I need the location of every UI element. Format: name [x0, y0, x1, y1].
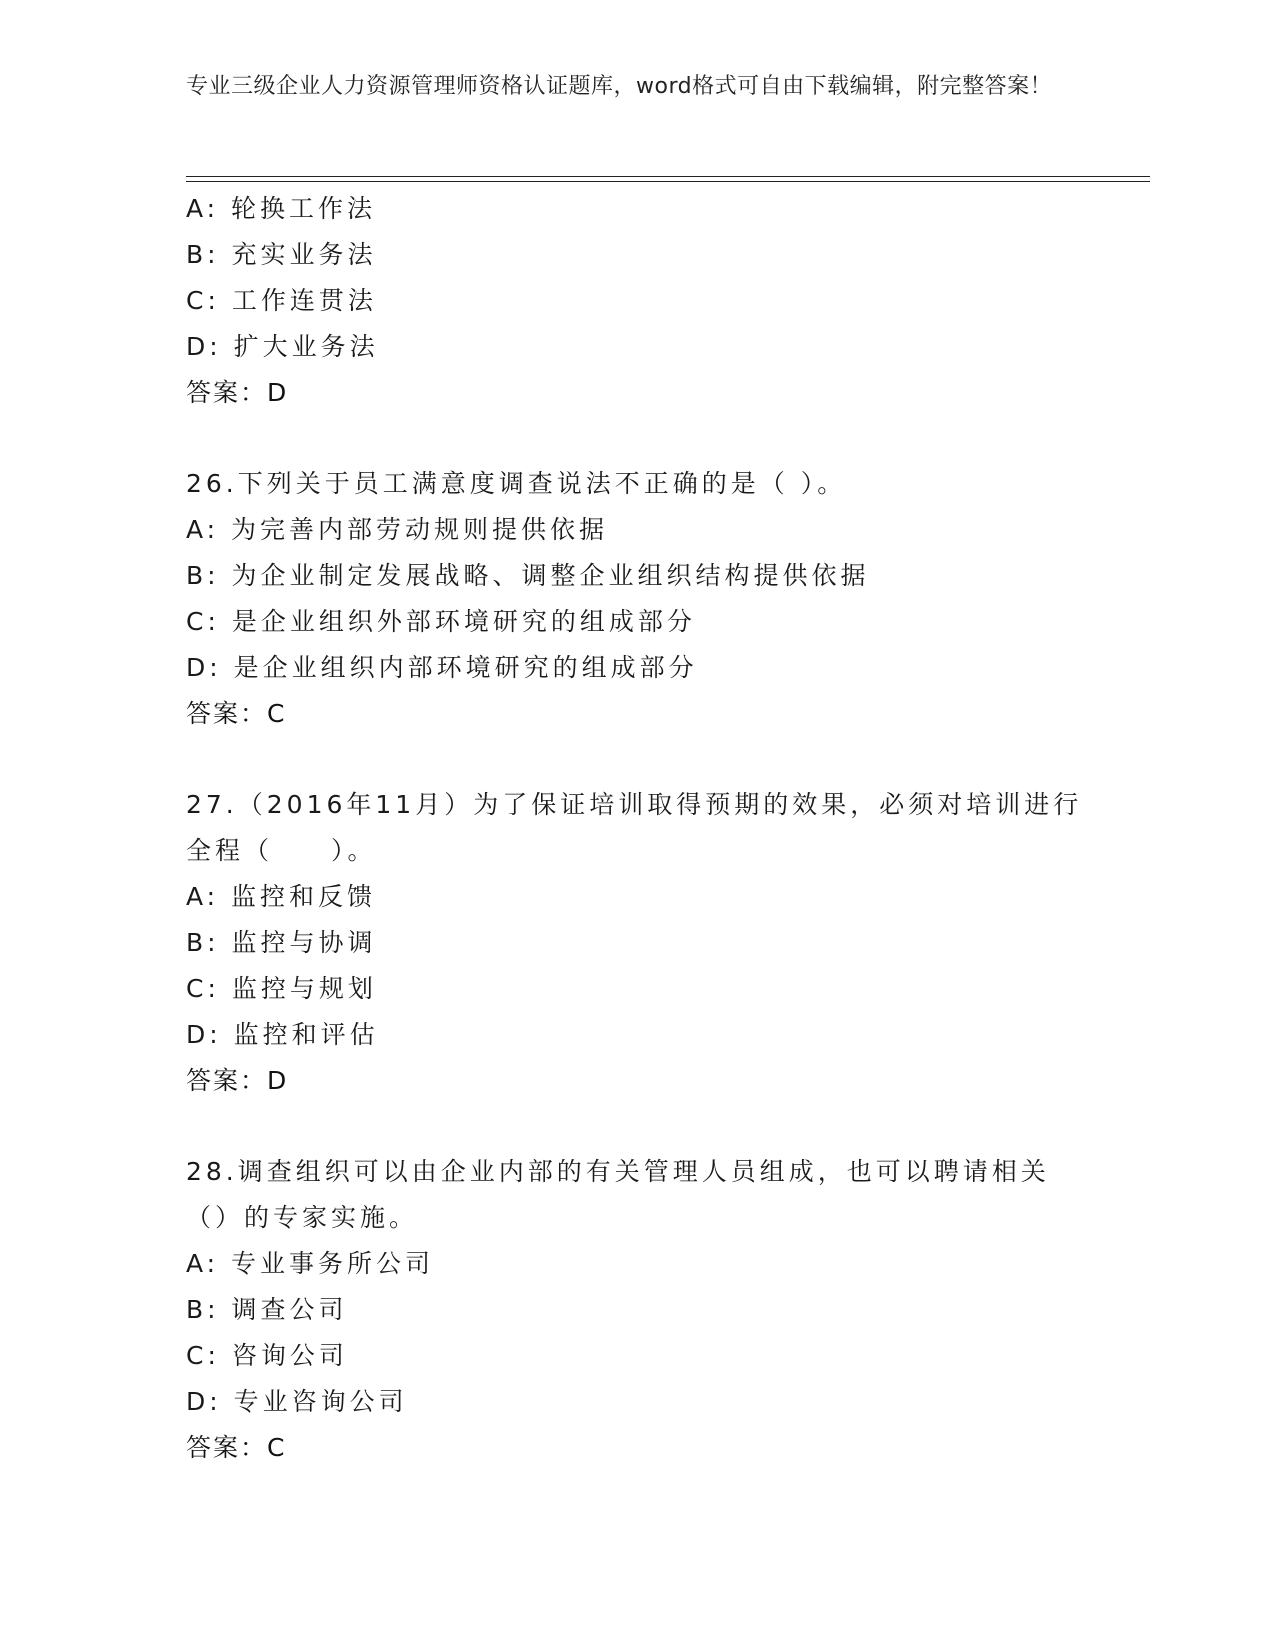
question-text: 26.下列关于员工满意度调查说法不正确的是（ ）。 [186, 469, 847, 498]
document-header: 专业三级企业人力资源管理师资格认证题库，word格式可自由下载编辑，附完整答案！ [186, 74, 1053, 99]
header-divider-top [186, 176, 1150, 177]
option-b: B: 充实业务法 [186, 240, 377, 269]
question-block-carryover [186, 186, 1086, 416]
option-d: D: 是企业组织内部环境研究的组成部分 [186, 653, 698, 682]
option-c: C: 工作连贯法 [186, 286, 377, 315]
answer-line: 答案：C [186, 699, 287, 728]
question-list [186, 186, 1086, 1471]
option-c: C: 咨询公司 [186, 1341, 348, 1370]
option-d: D: 监控和评估 [186, 1020, 379, 1049]
option-b: B: 调查公司 [186, 1295, 348, 1324]
spacer [186, 1104, 1086, 1149]
option-d: D: 专业咨询公司 [186, 1387, 408, 1416]
option-b: B: 监控与协调 [186, 928, 377, 957]
question-block-26 [186, 461, 1086, 737]
option-c: C: 监控与规划 [186, 974, 377, 1003]
question-block-28 [186, 1149, 1086, 1471]
question-block-27 [186, 782, 1086, 1104]
option-a: A: 为完善内部劳动规则提供依据 [186, 515, 609, 544]
option-c: C: 是企业组织外部环境研究的组成部分 [186, 607, 696, 636]
option-a: A: 轮换工作法 [186, 194, 377, 223]
question-text: 28.调查组织可以由企业内部的有关管理人员组成，也可以聘请相关（）的专家实施。 [186, 1157, 1050, 1232]
answer-line: 答案：D [186, 1066, 289, 1095]
answer-line: 答案：C [186, 1433, 287, 1462]
header-divider-bottom [186, 181, 1150, 182]
option-b: B: 为企业制定发展战略、调整企业组织结构提供依据 [186, 561, 870, 590]
option-d: D: 扩大业务法 [186, 332, 379, 361]
option-a: A: 监控和反馈 [186, 882, 377, 911]
spacer [186, 416, 1086, 461]
question-text: 27.（2016年11月）为了保证培训取得预期的效果，必须对培训进行全程（ ）。 [186, 790, 1083, 865]
answer-line: 答案：D [186, 378, 289, 407]
option-a: A: 专业事务所公司 [186, 1249, 435, 1278]
spacer [186, 737, 1086, 782]
